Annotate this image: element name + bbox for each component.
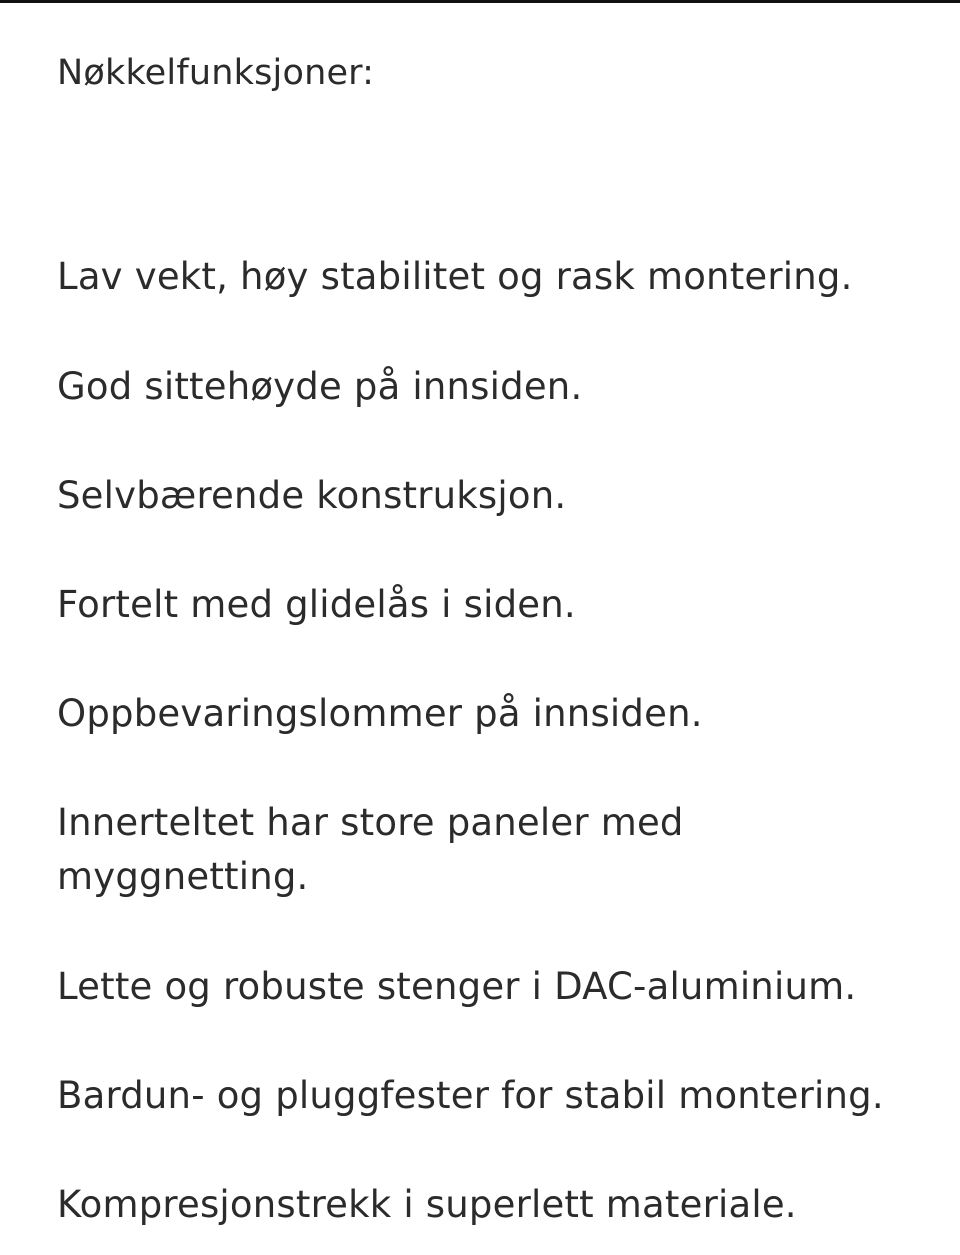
feature-item: Selvbærende konstruksjon. <box>57 474 567 517</box>
feature-item: God sittehøyde på innsiden. <box>57 365 583 408</box>
feature-item: Kompresjonstrekk i superlett materiale. <box>57 1183 797 1226</box>
page-heading: Nøkkelfunksjoner: <box>57 53 375 93</box>
feature-item: Lette og robuste stenger i DAC-aluminium. <box>57 965 857 1008</box>
feature-item: Lav vekt, høy stabilitet og rask montering. <box>57 255 853 298</box>
feature-item: Fortelt med glidelås i siden. <box>57 583 576 626</box>
top-divider <box>0 0 960 3</box>
feature-item: Bardun- og pluggfester for stabil montering. <box>57 1074 884 1117</box>
feature-item: Oppbevaringslommer på innsiden. <box>57 692 703 735</box>
feature-item: Innerteltet har store paneler med myggnetting. <box>57 801 684 898</box>
